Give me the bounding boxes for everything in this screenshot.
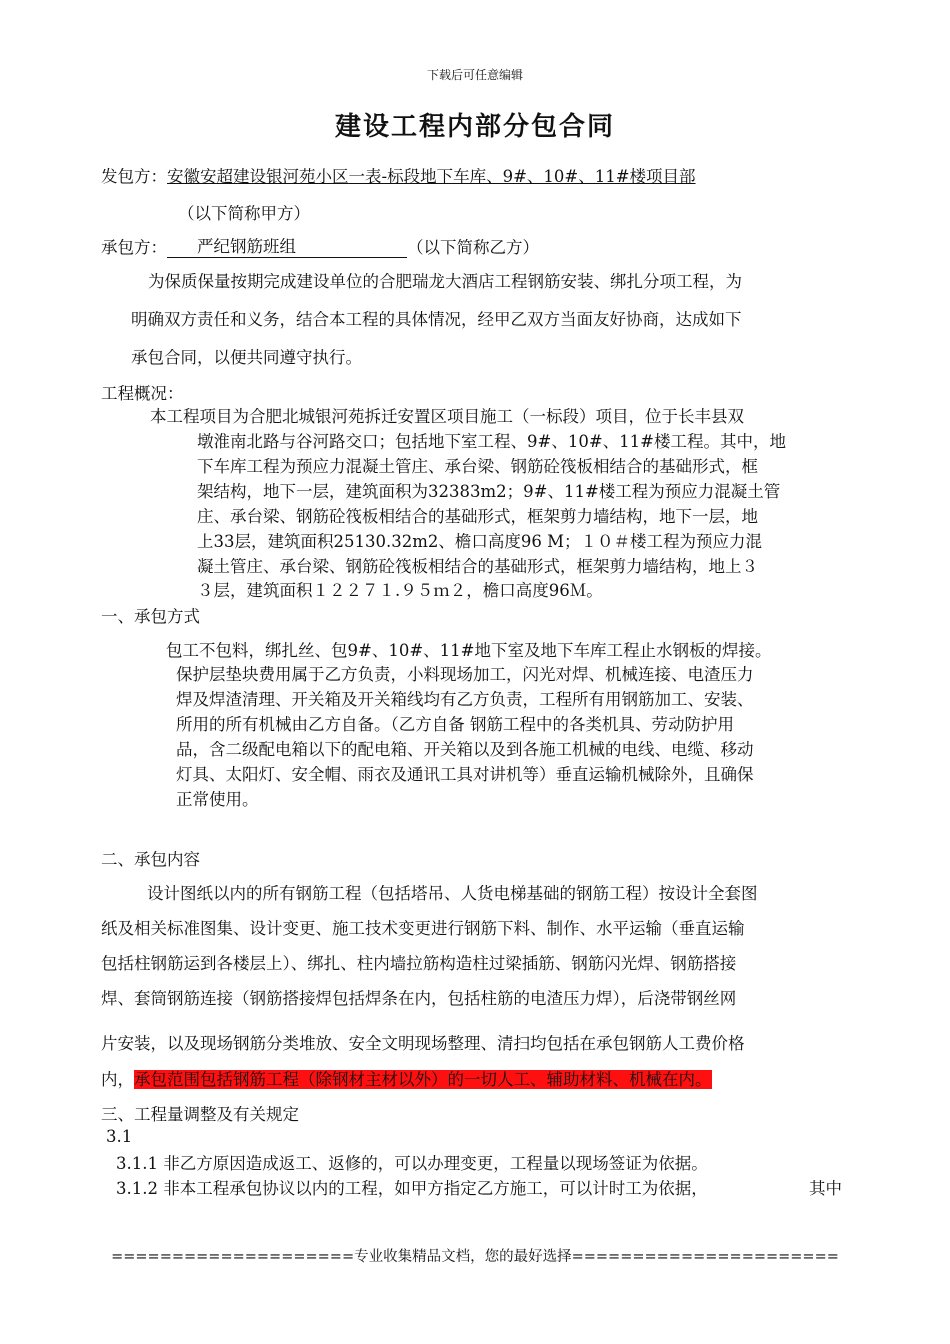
overview-line: 上33层，建筑面积25130.32m2、檐口高度96 M；１０＃楼工程为预应力混 (197, 532, 763, 551)
overview-heading: 工程概况： (101, 384, 184, 403)
section2-heading: 二、承包内容 (101, 850, 200, 869)
intro-line: 为保质保量按期完成建设单位的合肥瑞龙大酒店工程钢筋安装、绑扎分项工程，为 (148, 272, 742, 291)
footer-banner: ====================专业收集精品文档，您的最好选择====================== (111, 1249, 839, 1265)
section2-line: 焊、套筒钢筋连接（钢筋搭接焊包括焊条在内，包括柱筋的电渣压力焊），后浇带钢丝网 (101, 989, 737, 1008)
section1-line: 品，含二级配电箱以下的配电箱、开关箱以及到各施工机械的电线、电缆、移动 (176, 740, 754, 759)
overview-line: 本工程项目为合肥北城银河苑拆迁安置区项目施工（一标段）项目，位于长丰县双 (150, 407, 744, 426)
section2-line: 片安装，以及现场钢筋分类堆放、安全文明现场整理、清扫均包括在承包钢筋人工费价格 (101, 1034, 745, 1053)
party-a-alias: （以下简称甲方） (178, 204, 310, 223)
intro-line: 承包合同，以便共同遵守执行。 (131, 348, 362, 367)
party-a-line (101, 163, 696, 187)
section3-item1: 3.1.1 非乙方原因造成返工、返修的，可以办理变更，工程量以现场签证为依据。 (116, 1154, 708, 1173)
overview-line: 墩淮南北路与谷河路交口；包括地下室工程、9#、10#、11#楼工程。其中，地 (197, 432, 786, 451)
highlighted-clause: 承包范围包括钢筋工程（除钢材主材以外）的一切人工、辅助材料、机械在内。 (134, 1070, 712, 1089)
party-b-line (101, 234, 539, 258)
page-title: 建设工程内部分包合同 (334, 112, 615, 142)
overview-line: 下车库工程为预应力混凝土管庄、承台梁、钢筋砼筏板相结合的基础形式，框 (197, 457, 758, 476)
overview-line: 庄、承台梁、钢筋砼筏板相结合的基础形式，框架剪力墙结构，地下一层，地 (197, 507, 758, 526)
section3-sub: 3.1 (106, 1127, 133, 1146)
header-note: 下载后可任意编辑 (426, 68, 523, 82)
party-a-name: 安徽安超建设银河苑小区一表-标段地下车库、9#、10#、11#楼项目部 (167, 167, 696, 186)
section2-line: 包括柱钢筋运到各楼层上）、绑扎、柱内墙拉筋构造柱过梁插筋、钢筋闪光焊、钢筋搭接 (101, 954, 737, 973)
overview-line: 凝土管庄、承台梁、钢筋砼筏板相结合的基础形式，框架剪力墙结构，地上３ (197, 557, 758, 576)
section2-last-line (101, 1066, 712, 1090)
section3-item2-tail: 其中 (809, 1179, 842, 1198)
party-b-alias: （以下简称乙方） (407, 238, 539, 257)
section1-heading: 一、承包方式 (101, 607, 200, 626)
section1-line: 正常使用。 (176, 790, 259, 809)
section1-line: 保护层垫块费用属于乙方负责，小料现场加工，闪光对焊、机械连接、电渣压力 (176, 665, 754, 684)
section2-line: 纸及相关标准图集、设计变更、施工技术变更进行钢筋下料、制作、水平运输（垂直运输 (101, 919, 745, 938)
section1-line: 焊及焊渣清理、开关箱及开关箱线均有乙方负责，工程所有用钢筋加工、安装、 (176, 690, 754, 709)
overview-line: 架结构，地下一层，建筑面积为32383m2；9#、11#楼工程为预应力混凝土管 (197, 482, 781, 501)
party-a-label: 发包方： (101, 167, 167, 186)
section2-line: 设计图纸以内的所有钢筋工程（包括塔吊、人货电梯基础的钢筋工程）按设计全套图 (147, 884, 758, 903)
section1-line: 灯具、太阳灯、安全帽、雨衣及通讯工具对讲机等）垂直运输机械除外，且确保 (176, 765, 754, 784)
intro-line: 明确双方责任和义务，结合本工程的具体情况，经甲乙双方当面友好协商，达成如下 (131, 310, 742, 329)
section2-last-prefix: 内， (101, 1070, 134, 1089)
section3-heading: 三、工程量调整及有关规定 (101, 1105, 299, 1124)
overview-line: ３层，建筑面积１２２７１.９５ｍ２，檐口高度96Ｍ。 (197, 581, 603, 600)
section3-item2: 3.1.2 非本工程承包协议以内的工程，如甲方指定乙方施工，可以计时工为依据， (116, 1179, 708, 1198)
party-b-name: 严纪钢筋班组 (197, 237, 296, 256)
section1-line: 所用的所有机械由乙方自备。（乙方自备 钢筋工程中的各类机具、劳动防护用 (176, 715, 734, 734)
section1-line: 包工不包料，绑扎丝、包9#、10#、11#地下室及地下车库工程止水钢板的焊接。 (166, 641, 772, 660)
party-b-label: 承包方： (101, 238, 167, 257)
party-b-name-blank (167, 239, 407, 258)
